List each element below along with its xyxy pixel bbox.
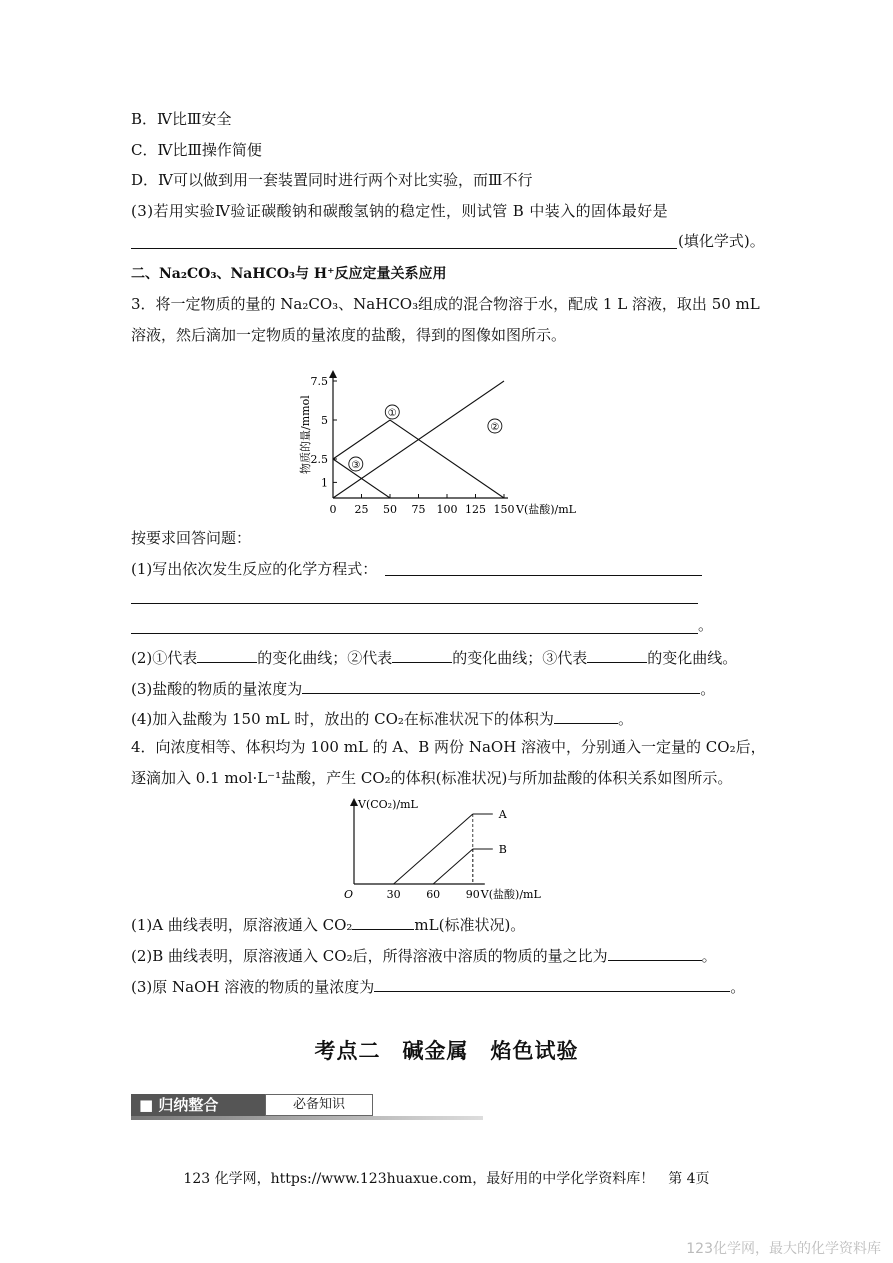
x-tick-label: 30: [386, 888, 401, 901]
q4-p1: [131, 913, 525, 935]
option-d: D．Ⅳ可以做到用一套装置同时进行两个对比实验，而Ⅲ不行: [131, 171, 533, 189]
q3-p1-end: 。: [698, 616, 714, 634]
origin-label: O: [344, 888, 354, 901]
y-tick-label: 7.5: [310, 375, 328, 388]
answer-blank[interactable]: [587, 646, 647, 663]
q3-p2-d: 的变化曲线。: [647, 649, 738, 667]
answer-blank[interactable]: [608, 944, 702, 961]
section-banner: [131, 1094, 483, 1119]
y-axis-label: 物质的量/mmol: [299, 395, 312, 474]
series-label: ②: [490, 422, 500, 433]
answer-blank[interactable]: [352, 913, 414, 930]
chart-1: [290, 364, 620, 522]
page-footer: 123 化学网，https://www.123huaxue.com，最好用的中学化学资料库！ 第 4页: [183, 1171, 710, 1187]
x-tick-label: 90: [465, 888, 480, 901]
answer-blank[interactable]: [131, 248, 677, 249]
x-axis-label-text: V(盐酸)/mL: [480, 888, 541, 901]
q4-p3: [131, 975, 745, 997]
q4-line1: 4．向浓度相等、体积均为 100 mL 的 A、B 两份 NaOH 溶液中，分别通入一定量的 CO₂后，: [131, 738, 766, 756]
answer-blank[interactable]: [131, 633, 698, 634]
q3-p2-b: 的变化曲线；②代表: [257, 649, 393, 667]
x-tick-label: 60: [426, 888, 441, 901]
answer-blank[interactable]: [554, 707, 618, 724]
answer-blank[interactable]: [131, 603, 698, 604]
x-tick-label: 75: [411, 503, 426, 516]
y-tick-label: 1: [321, 476, 328, 490]
q4-p2-end: 。: [701, 947, 717, 965]
q4-line2: 逐滴加入 0.1 mol·L⁻¹盐酸，产生 CO₂的体积(标准状况)与所加盐酸的体积关系如图所示。: [131, 769, 733, 787]
banner-right: 必备知识: [265, 1094, 373, 1116]
x-tick-label: 0: [329, 503, 337, 516]
q3-p4: [131, 707, 633, 729]
banner-left: ■ 归纳整合: [131, 1094, 265, 1116]
section-heading: 考点二 碱金属 焰色试验: [314, 1038, 579, 1063]
x-tick-label: 50: [383, 503, 397, 516]
answer-blank[interactable]: [302, 677, 700, 694]
series-line: [433, 849, 473, 884]
q4-p2-a: (2)B 曲线表明，原溶液通入 CO₂后，所得溶液中溶质的物质的量之比为: [131, 947, 608, 965]
q3-p2-c: 的变化曲线；③代表: [452, 649, 588, 667]
series-label: ③: [351, 460, 361, 471]
q3-prompt: 按要求回答问题：: [131, 529, 252, 547]
y-axis-arrow: [329, 370, 337, 378]
q3-p1: (1)写出依次发生反应的化学方程式：: [131, 560, 378, 578]
section-title: 二、Na₂CO₃、NaHCO₃与 H⁺反应定量关系应用: [131, 266, 447, 282]
q3-p2-a: (2)①代表: [131, 649, 198, 667]
q3-part3-text: (3)若用实验Ⅳ验证碳酸钠和碳酸氢钠的稳定性，则试管 B 中装入的固体最好是: [131, 202, 668, 220]
y-axis-arrow: [350, 798, 358, 806]
watermark: 123化学网，最大的化学资料库: [686, 1241, 881, 1257]
series-label: ①: [387, 408, 397, 419]
chart-2: [340, 796, 560, 906]
q4-p1-b: mL(标准状况)。: [414, 916, 526, 934]
q4-p3-end: 。: [730, 978, 746, 996]
q4-p1-a: (1)A 曲线表明，原溶液通入 CO₂: [131, 916, 353, 934]
x-tick-label: 125: [465, 503, 486, 516]
y-tick-label: 5: [321, 414, 328, 427]
q3-p3: [131, 677, 715, 699]
q3-part3-tail: (填化学式)。: [678, 232, 765, 250]
q3-line1: 3．将一定物质的量的 Na₂CO₃、NaHCO₃组成的混合物溶于水，配成 1 L 溶液，取出 50 mL: [131, 295, 760, 313]
q3-p3-text: (3)盐酸的物质的量浓度为: [131, 680, 303, 698]
q3-p4-end: 。: [617, 710, 633, 728]
x-axis-label: V(盐酸)/mL: [516, 503, 576, 516]
q3-p3-end: 。: [700, 680, 716, 698]
x-tick-label: 150: [493, 503, 515, 516]
q4-p2: [131, 944, 717, 966]
y-axis-label: V(CO₂)/mL: [358, 798, 418, 811]
answer-blank[interactable]: [385, 575, 702, 576]
q3-p4-text: (4)加入盐酸为 150 mL 时，放出的 CO₂在标准状况下的体积为: [131, 710, 554, 728]
banner-bar: [131, 1116, 483, 1120]
x-tick-label: 100: [436, 503, 458, 516]
q4-p3-a: (3)原 NaOH 溶液的物质的量浓度为: [131, 978, 375, 996]
x-tick-label: 25: [354, 503, 369, 516]
option-b: B．Ⅳ比Ⅲ安全: [131, 110, 232, 128]
q3-line2: 溶液，然后滴加一定物质的量浓度的盐酸，得到的图像如图所示。: [131, 326, 567, 344]
answer-blank[interactable]: [374, 975, 730, 992]
answer-blank[interactable]: [392, 646, 452, 663]
answer-blank[interactable]: [197, 646, 257, 663]
series-label: B: [498, 843, 507, 856]
y-tick-label: 2.5: [310, 453, 328, 466]
series-label: A: [498, 808, 507, 821]
series-line: [394, 814, 473, 884]
option-c: C．Ⅳ比Ⅲ操作简便: [131, 141, 262, 159]
q3-p2: [131, 646, 737, 668]
